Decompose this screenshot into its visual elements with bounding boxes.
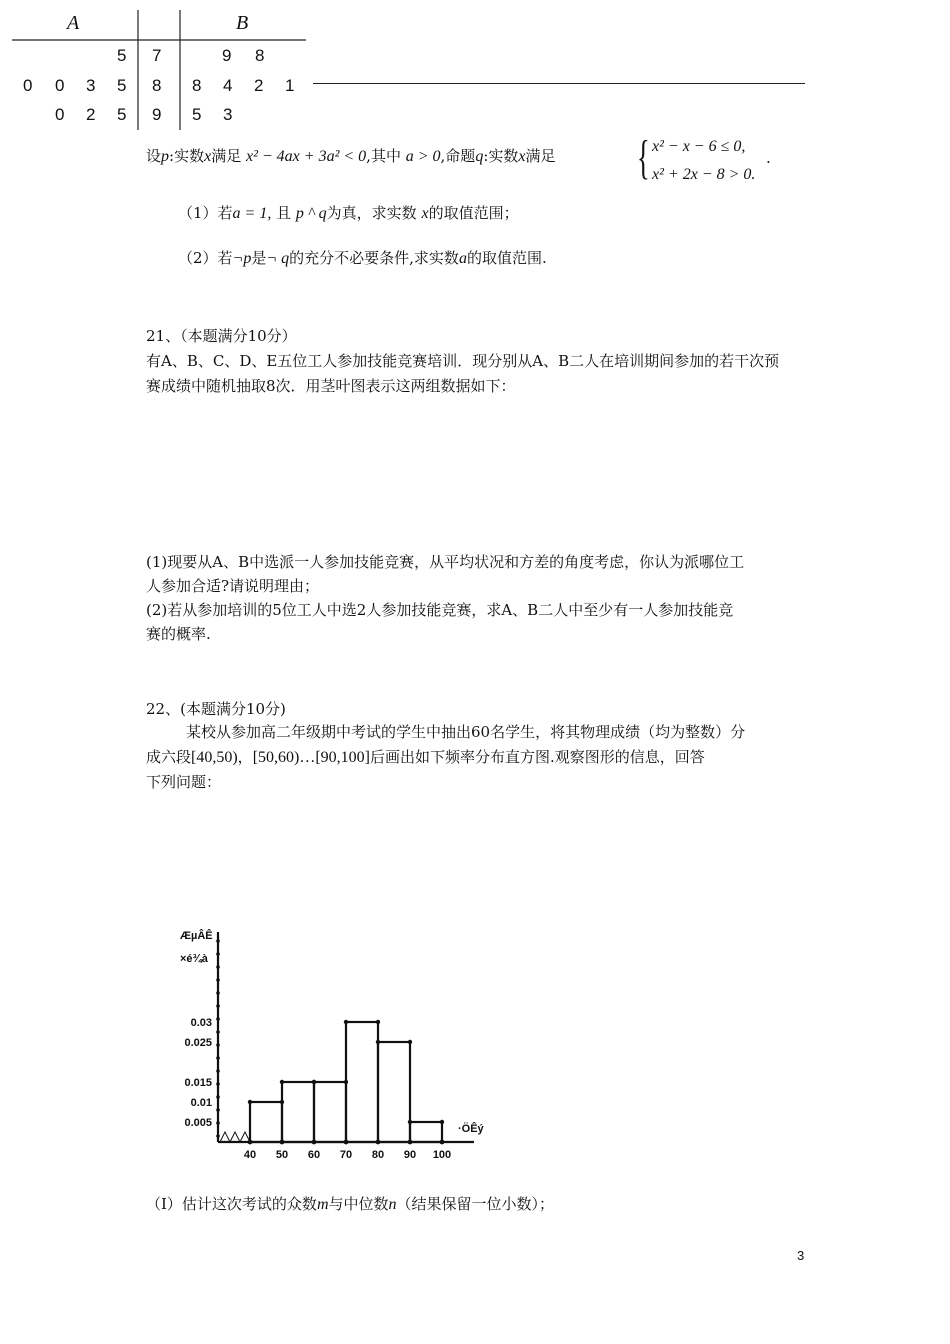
x-axis-dot [280,1140,285,1145]
a-leaf: 0 [23,76,33,95]
a-leaf: 5 [117,76,127,95]
system-line-1: x² − x − 6 ≤ 0, [652,138,746,155]
x-tick-label: 90 [403,1149,417,1161]
bar-corner-dot [344,1020,348,1024]
b-leaf: 4 [223,76,233,95]
y-axis-dot [216,1017,220,1021]
q22-part1: （Ⅰ）估计这次考试的众数m与中位数n（结果保留一位小数）； [146,1195,555,1213]
y-tick-label: 0.025 [184,1037,212,1049]
y-axis-dot [216,952,220,956]
b-leaf: 2 [254,76,264,95]
x-tick-label: 60 [307,1149,321,1161]
q21-part2-line-2: 赛的概率. [146,625,211,643]
q21-part1-line-2: 人参加合适?请说明理由； [146,577,320,595]
y-axis-dot [216,1043,220,1047]
q21-title: 21、（本题满分10分） [146,327,297,345]
b-leaf: 8 [255,46,265,65]
separator-line [313,83,805,84]
a-leaf: 5 [117,46,127,65]
y-tick-label: 0.005 [184,1117,212,1129]
q21-part2-line-1: (2)若从参加培训的5位工人中选2人参加技能竞赛，求A、B二人中至少有一人参加技能竞 [146,601,734,619]
a-leaf: 0 [55,76,65,95]
y-axis-dot [216,1121,220,1125]
bar-corner-dot [280,1080,284,1084]
x-axis-dot [408,1140,413,1145]
histogram-bar [346,1022,378,1142]
q22-title: 22、(本题满分10分) [146,700,286,718]
histogram-bar [314,1082,346,1142]
bar-corner-dot [408,1040,412,1044]
histogram [170,920,510,1170]
x-tick-label: 80 [371,1149,385,1161]
y-axis-dot [216,1134,220,1138]
y-tick-label: 0.015 [184,1077,212,1089]
q22-body-line-2: 成六段[40,50)，[50,60)…[90,100]后画出如下频率分布直方图.观察图形的信息，回答 [146,748,705,766]
y-axis-dot [216,1069,220,1073]
q21-body-line-1: 有A、B、C、D、E五位工人参加技能竞赛培训．现分别从A、B二人在培训期间参加的若干次预 [146,352,780,370]
histogram-bar [250,1102,282,1142]
bar-corner-dot [312,1080,316,1084]
histogram-bar [282,1082,314,1142]
b-leaf: 1 [285,76,295,95]
bar-corner-dot [376,1040,380,1044]
q20-part1: （1）若a = 1, 且 p ^ q为真，求实数 x的取值范围； [178,204,519,222]
a-leaf: 0 [55,105,65,124]
y-axis-dot [216,1030,220,1034]
q20-condition-line: 设p:实数x满足 x² − 4ax + 3a² < 0,其中 a > 0,命题q:实数x满足 [146,147,556,165]
stem: 7 [152,46,162,65]
y-axis-dot [216,991,220,995]
q22-body-line-3: 下列问题： [146,773,222,791]
y-axis-dot [216,1004,220,1008]
system-line-2: x² + 2x − 8 > 0. [652,166,756,183]
inequality-p: x² − 4ax + 3a² < 0 [245,148,367,165]
stem-leaf-table [0,0,310,135]
axis-break-zigzag [220,1132,250,1142]
y-axis-dot [216,1095,220,1099]
bar-corner-dot [248,1100,252,1104]
interval-40-50: [40,50) [191,749,238,766]
x-axis-dot [312,1140,317,1145]
q22-body-line-1: 某校从参加高二年级期中考试的学生中抽出60名学生，将其物理成绩（均为整数）分 [186,723,746,741]
y-axis-dot [216,978,220,982]
b-leaf: 8 [192,76,202,95]
q21-part1-line-1: (1)现要从A、B中选派一人参加技能竞赛，从平均状况和方差的角度考虑，你认为派哪位工 [146,553,745,571]
stem-leaf-header-a: A [67,12,80,34]
a-leaf: 5 [117,105,127,124]
histogram-bar [410,1122,442,1142]
x-axis-dot [376,1140,381,1145]
stem: 8 [152,76,162,95]
b-leaf: 9 [222,46,232,65]
a-leaf: 2 [86,105,96,124]
interval-50-100: [50,60)…[90,100] [252,749,370,766]
page-number: 3 [797,1248,805,1263]
b-leaf: 3 [223,105,233,124]
x-axis-dot [440,1140,445,1145]
y-tick-label: 0.03 [190,1017,212,1029]
x-axis-label: ·ÖÊý [458,1123,484,1135]
x-axis-dot [344,1140,349,1145]
y-axis-dot [216,1082,220,1086]
y-axis-dot [216,1056,220,1060]
stem-leaf-header-b: B [236,12,249,34]
histogram-bar [378,1042,410,1142]
y-axis-label-line-1: ÆµÂÊ [180,930,213,942]
x-tick-label: 70 [339,1149,353,1161]
x-tick-label: 50 [275,1149,289,1161]
y-axis-dot [216,1108,220,1112]
system-brace: { [637,131,650,184]
b-leaf: 5 [192,105,202,124]
bar-corner-dot [440,1120,444,1124]
stem: 9 [152,105,162,124]
bar-corner-dot [376,1020,380,1024]
a-leaf: 3 [86,76,96,95]
q20-part2: （2）若¬p是¬ q的充分不必要条件,求实数a的取值范围. [178,249,547,267]
x-tick-label: 40 [243,1149,257,1161]
y-axis-label-line-2: ×é¾à [180,953,208,965]
y-tick-label: 0.01 [190,1097,212,1109]
q20-end-dot: . [766,149,771,167]
bar-corner-dot [408,1120,412,1124]
x-axis-dot [248,1140,253,1145]
y-axis-dot [216,965,220,969]
q21-body-line-2: 赛成绩中随机抽取8次．用茎叶图表示这两组数据如下： [146,377,516,395]
y-axis-dot [216,939,220,943]
x-tick-label: 100 [432,1149,452,1161]
